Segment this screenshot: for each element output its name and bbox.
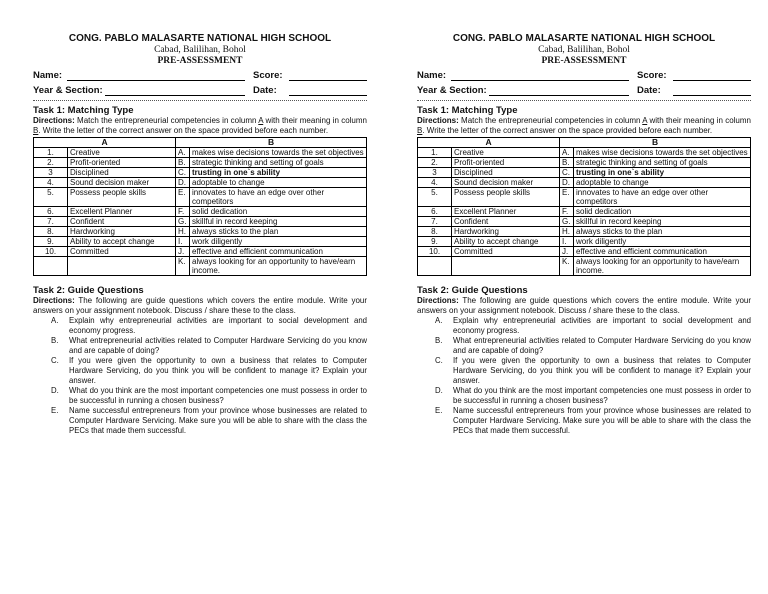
table-row [418,257,751,276]
meaning-cell: makes wise decisions towards the set objectives [574,148,751,158]
meaning-letter: G. [176,217,190,227]
task2-title: Task 2: Guide Questions [417,285,528,296]
date-blank[interactable] [673,95,751,96]
question-letter: A. [51,316,59,325]
meaning-cell: makes wise decisions towards the set objectives [190,148,367,158]
meaning-letter: J. [560,247,574,257]
meaning-letter: B. [560,158,574,168]
table-row [34,188,367,207]
meaning-cell: always looking for an opportunity to have/earn income. [574,257,751,276]
question-text: If you were given the opportunity to own a business that relates to Computer Hardware Servicing, do you think you will be confident to manage it? Explain your answer. [453,356,751,385]
guide-question [51,356,367,386]
competency-cell: Hardworking [68,227,176,237]
meaning-letter: E. [560,188,574,207]
school-name: CONG. PABLO MALASARTE NATIONAL HIGH SCHOOL [68,33,332,44]
competency-cell: Possess people skills [452,188,560,207]
year-section-blank[interactable] [105,95,245,96]
meaning-letter: I. [176,237,190,247]
table-row [34,247,367,257]
table-row [34,237,367,247]
competency-cell: Disciplined [68,168,176,178]
question-letter: C. [51,356,59,365]
name-blank[interactable] [451,80,629,81]
question-text: What do you think are the most important competencies one must possess in order to be successful in running a chosen business? [453,386,751,405]
competency-cell: Profit-oriented [68,158,176,168]
matching-table [417,137,751,276]
header-divider [417,100,751,101]
table-row [34,168,367,178]
meaning-cell: adoptable to change [190,178,367,188]
school-address: Cabad, Balilihan, Bohol [154,45,246,55]
meaning-cell: adoptable to change [574,178,751,188]
table-row [418,178,751,188]
meaning-cell: trusting in one`s ability [574,168,751,178]
meaning-cell: work diligently [574,237,751,247]
question-text: Name successful entrepreneurs from your province whose businesses are related to Computer Hardware Servicing. Make sure you will be able to share with the class the PECs that made them successful. [453,406,751,435]
column-b-header: B [560,138,751,148]
table-row [34,217,367,227]
meaning-cell: strategic thinking and setting of goals [190,158,367,168]
question-text: Explain why entrepreneurial activities are important to social development and economy progress. [69,316,367,335]
row-number [34,257,68,276]
row-number: 2. [34,158,68,168]
year-section-blank[interactable] [489,95,629,96]
meaning-cell: work diligently [190,237,367,247]
name-score-row [33,67,367,82]
meaning-cell: innovates to have an edge over other competitors [190,188,367,207]
table-row [418,188,751,207]
meaning-letter: B. [176,158,190,168]
matching-rows [418,148,751,276]
row-number: 7. [418,217,452,227]
meaning-letter: C. [176,168,190,178]
question-letter: E. [435,406,443,415]
competency-cell: Ability to accept change [452,237,560,247]
meaning-letter: K. [176,257,190,276]
meaning-cell: solid dedication [574,207,751,217]
competency-cell: Creative [68,148,176,158]
question-letter: E. [51,406,59,415]
meaning-cell: skillful in record keeping [574,217,751,227]
date-blank[interactable] [289,95,367,96]
matching-rows [34,148,367,276]
assessment-sheet-right [384,0,768,594]
meaning-cell: solid dedication [190,207,367,217]
competency-cell: Sound decision maker [68,178,176,188]
task1-title: Task 1: Matching Type [417,105,518,116]
name-label: Name: [417,70,447,81]
competency-cell: Committed [452,247,560,257]
question-letter: C. [435,356,443,365]
sheet-content [417,33,751,436]
meaning-cell: strategic thinking and setting of goals [574,158,751,168]
question-text: Explain why entrepreneurial activities are important to social development and economy progress. [453,316,751,335]
name-label: Name: [33,70,63,81]
table-row [418,217,751,227]
row-number: 8. [34,227,68,237]
guide-question [51,406,367,436]
table-row [34,227,367,237]
name-blank[interactable] [67,80,245,81]
row-number: 8. [418,227,452,237]
score-label: Score: [637,70,667,81]
table-row [418,247,751,257]
meaning-cell: skillful in record keeping [190,217,367,227]
table-row [418,158,751,168]
task2-section [417,285,751,436]
meaning-letter: K. [560,257,574,276]
guide-questions [33,316,367,436]
meaning-letter: A. [560,148,574,158]
table-row [34,178,367,188]
competency-cell: Excellent Planner [452,207,560,217]
competency-cell [68,257,176,276]
meaning-cell: trusting in one`s ability [190,168,367,178]
guide-question [51,316,367,336]
meaning-letter: I. [560,237,574,247]
row-number: 5. [418,188,452,207]
table-row [34,207,367,217]
table-row [418,237,751,247]
row-number: 5. [34,188,68,207]
competency-cell: Creative [452,148,560,158]
question-letter: D. [51,386,59,395]
meaning-letter: J. [176,247,190,257]
question-text: Name successful entrepreneurs from your province whose businesses are related to Computer Hardware Servicing. Make sure you will be able to share with the class the PECs that made them successful. [69,406,367,435]
score-blank[interactable] [673,80,751,81]
guide-question [51,386,367,406]
row-number: 1. [418,148,452,158]
row-number: 9. [418,237,452,247]
competency-cell: Profit-oriented [452,158,560,168]
question-letter: D. [435,386,443,395]
column-a-header: A [418,138,560,148]
task1-directions: Directions: Match the entrepreneurial competencies in column A with their meaning in column B. Write the letter of the correct answer on the space provided before each number. [33,116,367,135]
meaning-cell: innovates to have an edge over other competitors [574,188,751,207]
table-row [418,168,751,178]
task1-directions: Directions: Match the entrepreneurial competencies in column A with their meaning in column B. Write the letter of the correct answer on the space provided before each number. [417,116,751,135]
meaning-letter: H. [176,227,190,237]
competency-cell: Ability to accept change [68,237,176,247]
matching-table [33,137,367,276]
competency-cell: Hardworking [452,227,560,237]
task2-section [33,285,367,436]
guide-question [435,316,751,336]
row-number: 4. [418,178,452,188]
table-row [34,158,367,168]
question-letter: B. [435,336,443,345]
row-number: 3 [34,168,68,178]
table-row [34,148,367,158]
sheet-content [33,33,367,436]
document-title: PRE-ASSESSMENT [157,56,243,66]
question-text: If you were given the opportunity to own a business that relates to Computer Hardware Servicing, do you think you will be confident to manage it? Explain your answer. [69,356,367,385]
table-row [418,227,751,237]
guide-question [51,336,367,356]
header-divider [33,100,367,101]
task1-title: Task 1: Matching Type [33,105,134,116]
question-letter: B. [51,336,59,345]
table-row [418,148,751,158]
row-number: 4. [34,178,68,188]
meaning-letter: F. [176,207,190,217]
question-text: What entrepreneurial activities related to Computer Hardware Servicing do you know and are capable of doing? [453,336,751,355]
meaning-cell: always sticks to the plan [574,227,751,237]
meaning-letter: F. [560,207,574,217]
meaning-letter: C. [560,168,574,178]
row-number: 10. [34,247,68,257]
guide-question [435,386,751,406]
meaning-cell: always looking for an opportunity to have/earn income. [190,257,367,276]
guide-question [435,356,751,386]
table-row [34,257,367,276]
competency-cell: Possess people skills [68,188,176,207]
task2-title: Task 2: Guide Questions [33,285,144,296]
competency-cell: Committed [68,247,176,257]
competency-cell: Excellent Planner [68,207,176,217]
year-section-label: Year & Section: [417,85,487,96]
date-label: Date: [253,85,277,96]
year-section-label: Year & Section: [33,85,103,96]
meaning-letter: D. [176,178,190,188]
question-letter: A. [435,316,443,325]
row-number: 6. [34,207,68,217]
competency-cell: Disciplined [452,168,560,178]
row-number: 9. [34,237,68,247]
row-number [418,257,452,276]
column-b-header: B [176,138,367,148]
meaning-letter: E. [176,188,190,207]
meaning-cell: effective and efficient communication [190,247,367,257]
competency-cell: Sound decision maker [452,178,560,188]
task2-directions: Directions: The following are guide questions which covers the entire module. Write your answers on your assignment notebook. Discuss / share these to the class. [33,296,367,315]
column-a-header: A [34,138,176,148]
meaning-letter: H. [560,227,574,237]
competency-cell [452,257,560,276]
guide-question [435,336,751,356]
guide-questions [417,316,751,436]
meaning-letter: D. [560,178,574,188]
meaning-cell: effective and efficient communication [574,247,751,257]
table-row [418,207,751,217]
school-address: Cabad, Balilihan, Bohol [538,45,630,55]
document-title: PRE-ASSESSMENT [541,56,627,66]
row-number: 6. [418,207,452,217]
competency-cell: Confident [452,217,560,227]
name-score-row [417,67,751,82]
row-number: 2. [418,158,452,168]
school-name: CONG. PABLO MALASARTE NATIONAL HIGH SCHOOL [452,33,716,44]
meaning-cell: always sticks to the plan [190,227,367,237]
guide-question [435,406,751,436]
row-number: 10. [418,247,452,257]
score-blank[interactable] [289,80,367,81]
score-label: Score: [253,70,283,81]
row-number: 3 [418,168,452,178]
section-date-row [417,82,751,97]
question-text: What entrepreneurial activities related to Computer Hardware Servicing do you know and are capable of doing? [69,336,367,355]
competency-cell: Confident [68,217,176,227]
meaning-letter: A. [176,148,190,158]
row-number: 1. [34,148,68,158]
task2-directions: Directions: The following are guide questions which covers the entire module. Write your answers on your assignment notebook. Discuss / share these to the class. [417,296,751,315]
row-number: 7. [34,217,68,227]
meaning-letter: G. [560,217,574,227]
date-label: Date: [637,85,661,96]
section-date-row [33,82,367,97]
question-text: What do you think are the most important competencies one must possess in order to be successful in running a chosen business? [69,386,367,405]
